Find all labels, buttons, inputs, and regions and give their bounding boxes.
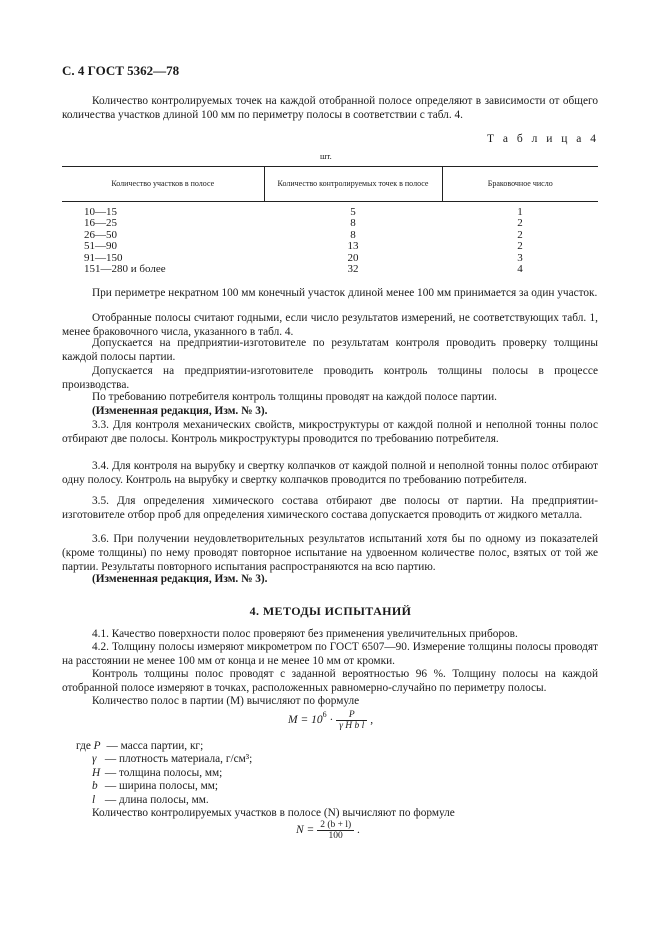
table-caption: Т а б л и ц а 4 — [486, 133, 599, 145]
section-title: 4. МЕТОДЫ ИСПЫТАНИЙ — [249, 604, 412, 618]
table-cell: 16—25 — [84, 217, 117, 230]
table-cell: 8 — [350, 228, 356, 241]
clause-3-4: 3.4. Для контроля на вырубку и свертку колпачков от каждой полной и неполной тонны полос отбирают одну полосу. Контроль на вырубку и свертку колпачков проводится по требованию потребителя. — [62, 460, 598, 487]
formula-m — [288, 710, 373, 731]
table-cell: 2 — [517, 217, 523, 230]
paragraph-process-control: Допускается на предприятии-изготовителе проводить контроль толщины полосы в процессе производства. — [62, 365, 598, 392]
legend-text: — толщина полосы, мм; — [102, 767, 223, 779]
paragraph-count-n: Количество контролируемых участков в полосе (N) вычисляют по формуле — [92, 807, 455, 819]
clause-4-1: 4.1. Качество поверхности полос проверяют без применения увеличительных приборов. — [92, 628, 518, 640]
legend-text: — масса партии, кг; — [103, 740, 204, 752]
paragraph-perimeter: При периметре некратном 100 мм конечный участок длиной менее 100 мм принимается за один участок. — [92, 287, 598, 299]
legend-symbol: P — [93, 740, 101, 752]
formula-denominator: 100 — [317, 830, 354, 841]
table-cell: 91—150 — [84, 251, 123, 264]
clause-4-2: 4.2. Толщину полосы измеряют микрометром по ГОСТ 6507—90. Измерение толщины полосы проводят на расстоянии не менее 100 мм от конца и не менее 10 мм от кромки. — [62, 641, 598, 668]
formula-dot: · — [326, 714, 337, 727]
page-header: С. 4 ГОСТ 5362—78 — [62, 63, 180, 78]
table-cell: 32 — [347, 263, 359, 276]
formula-tail: , — [367, 714, 374, 727]
clause-3-5: 3.5. Для определения химического состава отбирают две полосы от партии. На предприятии-изготовителе отбор проб для определения химического состава допускается проводить от жидкого металла. — [62, 495, 598, 522]
table-cell: 3 — [517, 251, 523, 264]
legend-item — [92, 752, 252, 766]
clause-3-3: 3.3. Для контроля механических свойств, микроструктуры от каждой полной и неполной тонны полос отбирают две полосы. Контроль микроструктуры проводится по требованию потребителя. — [62, 419, 598, 446]
legend-item — [92, 779, 218, 793]
legend-symbol: H — [92, 767, 101, 779]
edit-note: (Измененная редакция, Изм. № 3). — [92, 405, 268, 417]
edit-note: (Измененная редакция, Изм. № 3). — [92, 573, 268, 585]
table-cell: 10—15 — [84, 206, 117, 218]
table-cell: 2 — [517, 228, 523, 241]
legend-text: — длина полосы, мм. — [102, 794, 209, 806]
table-row — [62, 202, 598, 219]
table-header-cell: Количество участков в полосе — [62, 167, 264, 202]
table-cell: 2 — [517, 240, 523, 253]
table-cell: 4 — [517, 263, 523, 276]
table-4 — [62, 166, 598, 275]
formula-tail: . — [354, 824, 360, 837]
table-cell: 26—50 — [84, 228, 117, 241]
table-cell: 8 — [350, 217, 356, 230]
table-header-cell: Количество контролируемых точек в полосе — [264, 167, 442, 202]
table-unit: шт. — [320, 151, 332, 161]
table-cell: 151—280 и более — [84, 263, 166, 276]
clause-3-6: 3.6. При получении неудовлетворительных результатов испытаний хотя бы по одному из показателей (кроме толщины) по нему проводят повторное испытание на удвоенном количестве полос, взятых от той же партии. Результаты повторного испытания распространяются на всю партию. — [62, 533, 598, 574]
table-cell: 20 — [347, 251, 359, 264]
formula-numerator: 2 (b + l) — [320, 820, 352, 830]
formula-denominator: γ H b l — [336, 720, 367, 731]
formula-fraction — [317, 820, 354, 841]
table-row — [62, 264, 598, 275]
paragraph-control-probability: Контроль толщины полос проводят с заданной вероятностью 96 %. Толщину полосы на каждой отобранной полосе измеряют в точках, расположенных равномерно-случайно по периметру полосы. — [62, 668, 598, 695]
table-row — [62, 241, 598, 252]
paragraph-accept: Отобранные полосы считают годными, если число результатов измерений, не соответствующих табл. 1, менее браковочного числа, указанного в табл. 4. — [62, 312, 598, 339]
paragraph-consumer-request: По требованию потребителя контроль толщины проводят на каждой полосе партии. — [92, 391, 498, 403]
table-cell: 5 — [350, 206, 356, 218]
table-cell: 51—90 — [84, 240, 117, 253]
formula-lhs: M = 10 — [288, 714, 323, 727]
legend-symbol: l — [92, 794, 96, 806]
formula-numerator: P — [348, 710, 355, 720]
table-cell: 1 — [517, 206, 523, 218]
legend-prefix: где — [76, 740, 91, 752]
legend-text: — ширина полосы, мм; — [102, 780, 219, 792]
table-cell: 13 — [347, 240, 359, 253]
legend-symbol: γ — [92, 753, 97, 765]
legend-symbol: b — [92, 780, 98, 792]
table-header-cell: Браковочное число — [442, 167, 598, 202]
paragraph-count-m: Количество полос в партии (M) вычисляют по формуле — [92, 695, 360, 707]
formula-n — [296, 820, 360, 841]
formula-exponent: 6 — [322, 710, 327, 719]
intro-paragraph: Количество контролируемых точек на каждой отобранной полосе определяют в зависимости от общего количества участков длиной 100 мм по периметру полосы в соответствии с табл. 4. — [62, 95, 598, 122]
formula-lhs: N = — [296, 824, 318, 837]
paragraph-check-thickness: Допускается на предприятии-изготовителе по результатам контроля проводить проверку толщины каждой полосы партии. — [62, 337, 598, 364]
formula-fraction — [336, 710, 367, 731]
legend-text: — плотность материала, г/см³; — [102, 753, 253, 765]
